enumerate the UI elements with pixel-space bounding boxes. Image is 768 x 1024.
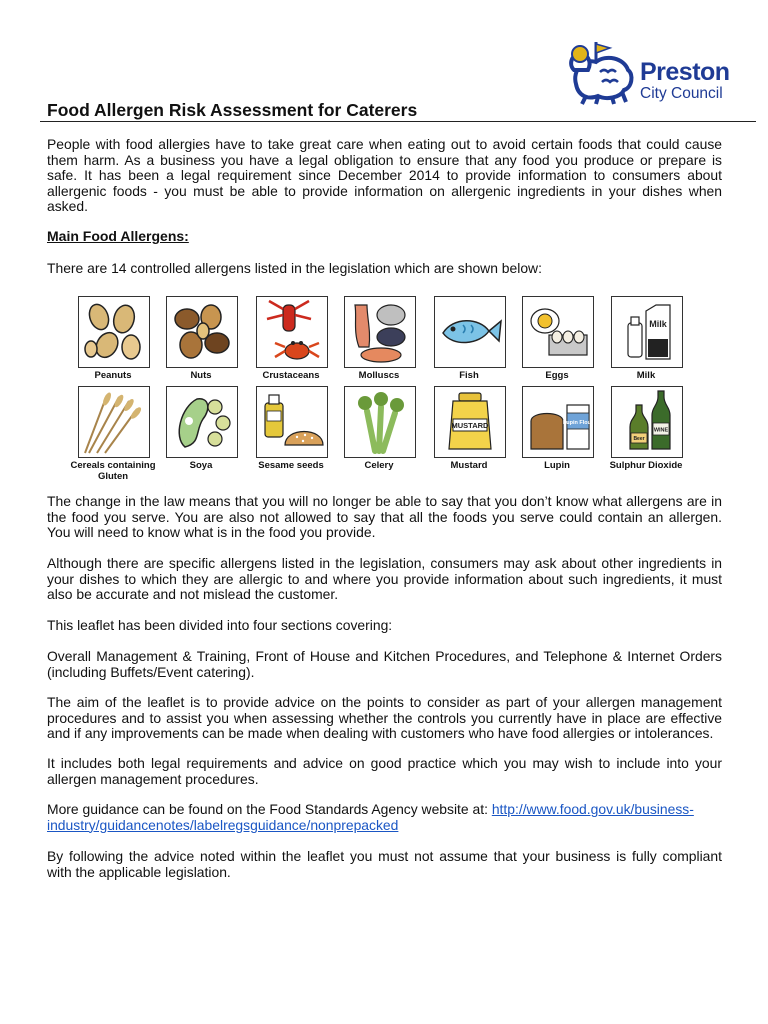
allergen-label: Fish xyxy=(459,370,479,381)
allergen-label: Peanuts xyxy=(94,370,132,381)
cereals-icon xyxy=(79,387,149,457)
paragraph-line: the food you serve. You are also not allowed to say that all the foods you serve could contain an allergen. xyxy=(47,508,722,525)
law-change-paragraph xyxy=(47,494,722,541)
allergen-label: Eggs xyxy=(545,370,569,381)
paragraph-line: procedures and to assist you when assessing whether the controls you currently have in place are effective xyxy=(47,709,722,726)
intro-line: asked. xyxy=(47,198,88,215)
allergen-label: Celery xyxy=(364,460,394,471)
paragraph-line: More guidance can be found on the Food Standards Agency website at: xyxy=(47,801,488,817)
milk-carton-text: Milk xyxy=(649,319,667,329)
eggs-icon xyxy=(523,297,593,367)
paragraph-line: and if any improvements can be made when dealing with customers who have food allergies or intolerances. xyxy=(47,725,714,742)
lupin-icon xyxy=(523,387,593,457)
paragraph-line: your dishes to which they are allergic to and where you provide information about such ingredients, it must xyxy=(47,570,722,587)
page-title: Food Allergen Risk Assessment for Caterers xyxy=(47,100,418,120)
intro-line: People with food allergies have to take great care when eating out to avoid certain foods that could cause xyxy=(47,136,722,152)
allergen-label: Crustaceans xyxy=(262,370,320,381)
leaflet-sections-intro: This leaflet has been divided into four sections covering: xyxy=(47,617,393,633)
paragraph-line: The aim of the leaflet is to provide advice on the points to consider as part of your allergen management xyxy=(47,694,722,710)
intro-line: allergenic foods - you must be able to provide information on allergenic ingredients in your dishes when xyxy=(47,182,722,199)
milk-icon xyxy=(612,297,682,367)
guidance-paragraph xyxy=(47,802,722,833)
fish-icon xyxy=(435,297,505,367)
paragraph-line: It includes both legal requirements and advice on good practice which you may wish to include into your xyxy=(47,755,722,771)
compliance-disclaimer-paragraph xyxy=(47,849,722,880)
mustard-icon xyxy=(435,387,505,457)
lupin-bag-text: Lupin Flour xyxy=(562,420,593,426)
paragraph-line: Overall Management & Training, Front of House and Kitchen Procedures, and Telephone & Internet Orders xyxy=(47,648,722,664)
allergen-label: Sulphur Dioxide xyxy=(609,460,683,471)
allergen-label: Nuts xyxy=(190,370,212,381)
paragraph-line: also be accurate and not mislead the customer. xyxy=(47,586,339,603)
celery-icon xyxy=(345,387,415,457)
paragraph-line: By following the advice noted within the leaflet you must not assume that your business is fully compliant xyxy=(47,848,722,864)
allergen-label: Lupin xyxy=(544,460,570,471)
fsa-guidance-link[interactable]: http://www.food.gov.uk/business-industry/guidancenotes/labelregsguidance/nonprepacked xyxy=(47,801,694,833)
peanuts-icon xyxy=(79,297,149,367)
paragraph-line: Although there are specific allergens listed in the legislation, consumers may ask about other ingredients in xyxy=(47,555,722,571)
logo-text-city-council: City Council xyxy=(640,85,723,102)
allergen-label: Cereals containing Gluten xyxy=(70,460,156,482)
main-food-allergens-heading: Main Food Allergens: xyxy=(47,228,189,244)
allergen-label: Milk xyxy=(636,370,656,381)
specific-allergens-paragraph xyxy=(47,556,722,603)
molluscs-icon xyxy=(345,297,415,367)
lamb-emblem-icon xyxy=(566,40,638,106)
paragraph-line: (including Buffets/Event catering). xyxy=(47,663,255,680)
logo-text-preston: Preston xyxy=(640,58,730,86)
intro-paragraph xyxy=(47,137,722,215)
paragraph-line: allergen management procedures. xyxy=(47,770,259,787)
intro-line: them harm. As a business you have a legal obligation to ensure that any food you produce or prepare is xyxy=(47,151,722,168)
beer-label-text: Beer xyxy=(633,436,645,442)
allergen-label: Molluscs xyxy=(358,370,400,381)
sulphur-dioxide-icon xyxy=(612,387,682,457)
paragraph-line: The change in the law means that you will no longer be able to say that you don’t know what allergens are in xyxy=(47,493,722,509)
sesame-icon xyxy=(257,387,327,457)
paragraph-line: with the applicable legislation. xyxy=(47,863,231,880)
sections-list-paragraph xyxy=(47,649,722,680)
allergen-label: Mustard xyxy=(450,460,488,471)
allergen-label: Soya xyxy=(189,460,213,471)
nuts-icon xyxy=(167,297,237,367)
allergen-label: Sesame seeds xyxy=(258,460,324,471)
paragraph-line: You will need to know what is in the food you provide. xyxy=(47,524,376,541)
mustard-jar-text: MUSTARD xyxy=(451,421,489,430)
wine-label-text: WINE xyxy=(653,427,669,434)
soya-icon xyxy=(167,387,237,457)
intro-line: safe. It has been a legal requirement since December 2014 to provide information to consumers about xyxy=(47,167,722,184)
preston-city-council-logo xyxy=(566,40,756,110)
allergens-intro-text: There are 14 controlled allergens listed in the legislation which are shown below: xyxy=(47,260,542,276)
crustaceans-icon xyxy=(257,297,327,367)
title-divider xyxy=(40,121,756,122)
leaflet-aim-paragraph xyxy=(47,695,722,742)
legal-requirements-paragraph xyxy=(47,756,722,787)
